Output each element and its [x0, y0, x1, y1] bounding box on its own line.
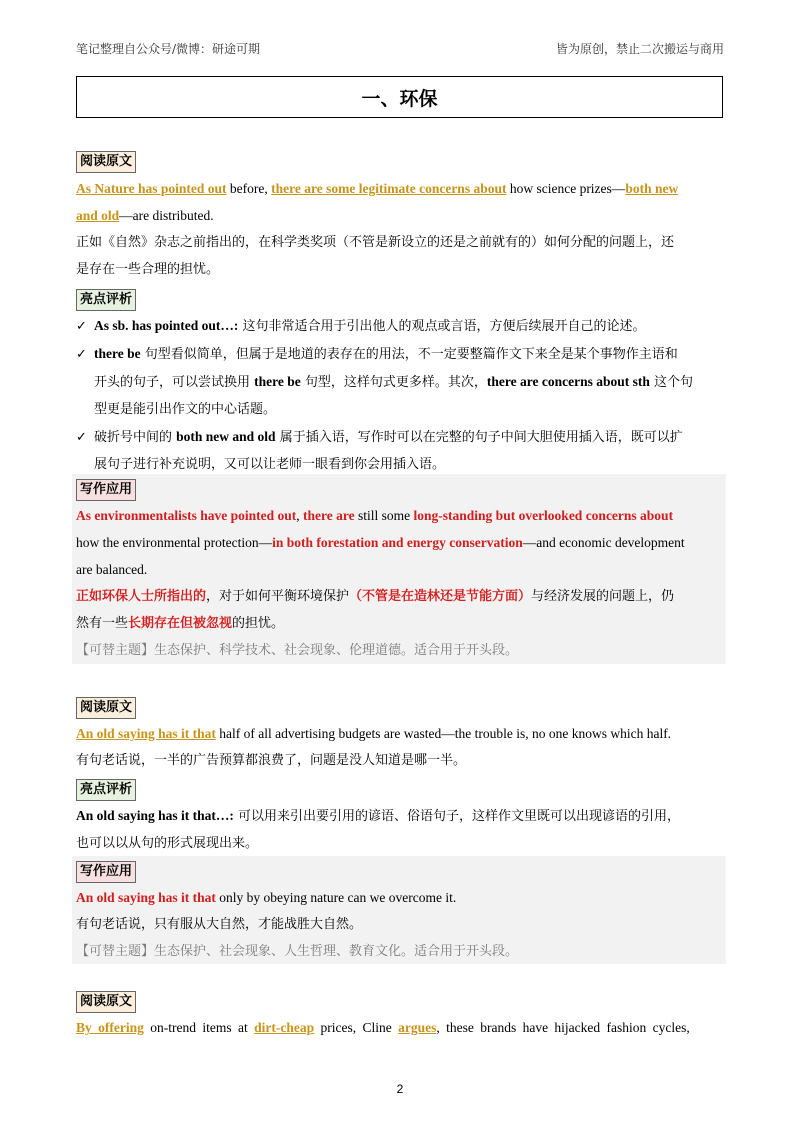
section-title: 一、环保	[76, 76, 723, 118]
s2-wz-line-1: 有句老话说，只有服从大自然，才能战胜大自然。	[76, 917, 363, 932]
s1-zh-line-2: 是存在一些合理的担忧。	[76, 262, 220, 277]
label-highlight-1: 亮点评析	[76, 288, 724, 311]
check-icon: ✓	[76, 430, 87, 445]
s1-w-line-3: are balanced.	[76, 562, 148, 577]
s1-w-line-2: how the environmental protection—in both forestation and energy conservation—and economic development	[76, 535, 685, 550]
label-write-1: 写作应用	[76, 478, 724, 501]
label-write-2: 写作应用	[76, 860, 724, 883]
label-read-3: 阅读原文	[76, 990, 724, 1013]
s2-writing	[76, 884, 724, 965]
s1-original	[76, 175, 724, 283]
s3-en-line-1: By offering on-trend items at dirt-cheap prices, Cline argues, these brands have hijacked fashion cycles,	[76, 1020, 690, 1035]
s2-w-line-1: An old saying has it that only by obeying nature can we overcome it.	[76, 890, 457, 905]
s3-original	[76, 1014, 724, 1041]
s2-zh-line-1: 有句老话说，一半的广告预算都浪费了，问题是没人知道是哪一半。	[76, 753, 467, 768]
label-read-1: 阅读原文	[76, 150, 724, 173]
s1-point-1: ✓ As sb. has pointed out…: 这句非常适合用于引出他人的观点或言语，方便后续展开自己的论述。	[76, 312, 724, 340]
s1-point-2c: 型更是能引出作文的中心话题。	[94, 402, 277, 417]
page-number: 2	[396, 1082, 404, 1096]
s1-point-2b: 开头的句子，可以尝试换用 there be 句型，这样句式更多样。其次，there are concerns about sth 这个句	[94, 374, 694, 390]
s1-en-line-1: As Nature has pointed out before, there are some legitimate concerns about how science prizes—both new	[76, 181, 679, 196]
check-icon: ✓	[76, 319, 87, 334]
s1-point-2a: ✓ there be 句型看似简单，但属于是地道的表存在的用法，不一定要整篇作文下来全是某个事物作主语和	[76, 340, 724, 368]
s1-point-3a: ✓ 破折号中间的 both new and old 属于插入语，写作时可以在完整的句子中间大胆使用插入语，既可以扩	[76, 423, 724, 451]
s1-point-3b: 展句子进行补充说明，又可以让老师一眼看到你会用插入语。	[94, 457, 446, 472]
s1-analysis	[76, 312, 724, 478]
s1-w-line-1: As environmentalists have pointed out, there are still some long-standing but overlooked concerns about	[76, 508, 674, 523]
label-read-2: 阅读原文	[76, 696, 724, 719]
header-right: 皆为原创，禁止二次搬运与商用	[555, 42, 724, 56]
page-header	[76, 40, 724, 57]
check-icon: ✓	[76, 347, 87, 362]
s2-original	[76, 720, 724, 774]
s2-analysis	[76, 802, 724, 857]
s2-point-1: An old saying has it that…: 可以用来引出要引用的谚语、俗语句子，这样作文里既可以出现谚语的引用，	[76, 808, 681, 824]
s1-wz-line-1: 正如环保人士所指出的，对于如何平衡环境保护（不管是在造林还是节能方面）与经济发展的问题上，仍	[76, 589, 675, 604]
s1-writing	[76, 502, 724, 664]
s2-en-line-1: An old saying has it that half of all advertising budgets are wasted—the trouble is, no one knows which half.	[76, 726, 672, 741]
s2-point-1b: 也可以以从句的形式展现出来。	[76, 836, 259, 851]
s1-zh-line-1: 正如《自然》杂志之前指出的，在科学类奖项（不管是新设立的还是之前就有的）如何分配的问题上，还	[76, 235, 675, 250]
s2-alt-topics: 【可替主题】生态保护、社会现象、人生哲理、教育文化。适合用于开头段。	[76, 944, 519, 959]
s1-en-line-2: and old—are distributed.	[76, 208, 214, 223]
s1-alt-topics: 【可替主题】生态保护、科学技术、社会现象、伦理道德。适合用于开头段。	[76, 643, 519, 658]
s1-wz-line-2: 然有一些长期存在但被忽视的担忧。	[76, 616, 285, 631]
header-left: 笔记整理自公众号/微博：研途可期	[76, 42, 261, 56]
label-highlight-2: 亮点评析	[76, 778, 724, 801]
